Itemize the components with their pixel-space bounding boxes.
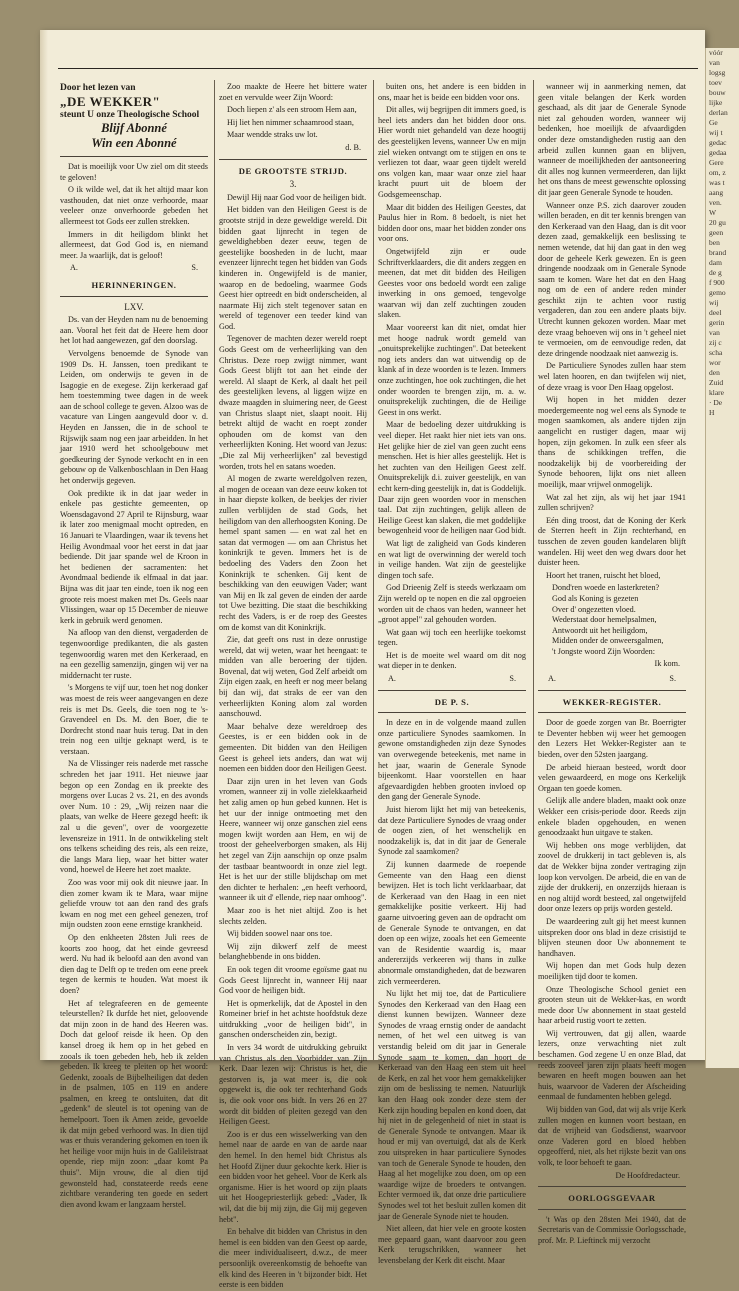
edge-text-fragment: zij c xyxy=(709,338,722,347)
edge-text-fragment: deel xyxy=(709,308,722,317)
section-title-grootste-strijd: DE GROOTSTE STRIJD. xyxy=(238,165,348,176)
paragraph: Doch liepen z' als een stroom Hem aan, xyxy=(227,105,357,115)
section-title-herinneringen: HERINNERINGEN. xyxy=(91,279,177,290)
paragraph: Op den enkheeten 28sten Juli rees de koorts zoo hoog, dat het einde gevreesd werd. Nu had ik beloofd aan den avond van dien dag te Delft op te treden om eene preek tegen de kermis te houden. Wat moest ik doen? xyxy=(60,932,208,995)
section-number: LXV. xyxy=(124,301,144,312)
column-divider xyxy=(533,80,534,1060)
paragraph: 't Was op den 28sten Mei 1940, dat de Secretaris van de Commissie Oorlogsschade, prof. Mr. P. Lieftinck mij verzocht xyxy=(538,1214,686,1245)
divider xyxy=(219,159,367,160)
section-title-wekker-register: WEKKER-REGISTER. xyxy=(562,696,662,707)
edge-text-fragment: wij t xyxy=(709,128,723,137)
paragraph: En ook tegen dit vroome egoïsme gaat nu Gods Geest lijnrecht in, wanneer Hij naar God voor de heiligen bidt. xyxy=(219,964,367,996)
edge-text-fragment: lijke xyxy=(709,98,723,107)
article-body xyxy=(378,82,526,672)
edge-text-fragment: wor xyxy=(709,358,721,367)
paragraph: Wij vertrouwen, dat gij allen, waarde lezers, onze verwachting niet zult beschamen. God zegene U en onze Blad, dat reeds zooveel jaren zijn plaats heeft mogen bewaren en heeft mogen bouwen aan het huis, waarvoor de Vaderen der Afscheiding eenmaal de fundamenten hebben gelegd. xyxy=(538,1028,686,1102)
paragraph: Maar de bedoeling dezer uitdrukking is veel dieper. Het raakt hier niet iets van ons. Het gelijke hier de ziel van geen zucht eens menschen. Het is hier alles geestelijk. Het is het zuchten van den Heiligen Geest zelf. Onuitsprekelijk d.i. zuiver geestelijk, en van echt kern-ding geestelijk in, dat is Goddelijk. Daar zijn geen woorden voor in menschen taal. Dat zijn zuchtingen, gelijk alleen de Heilige Geest kan slaken, die met goddelijke bewogenheid voor de heiligen naar God bidt. xyxy=(378,420,527,536)
paragraph: Na afloop van den dienst, vergaderden de tegenwoordige predikanten, die als gasten tegenwoordig waren met den Kerkeraad, en na een gezellig samenzijn, gingen wij ver na middernacht ter ruste. xyxy=(60,628,208,680)
divider xyxy=(378,690,526,691)
article-body xyxy=(60,315,208,1210)
paragraph: De Particuliere Synodes zullen haar stem wel laten hooren, en dan twijfelen wij niet, of deze vraag is voor Den Haag opgelost. xyxy=(538,361,686,392)
paragraph: Dewijl Hij naar God voor de heiligen bidt. xyxy=(227,192,367,202)
paragraph: Maar wendde straks uw lot. xyxy=(227,130,318,140)
edge-text-fragment: ben xyxy=(709,238,720,247)
edge-text-fragment: van xyxy=(709,328,720,337)
paragraph: Dit alles, wij begrijpen dit immers goed, is heel iets anders dan het bidden door ons. Hier wordt niet gehandeld van deze hoogtij des geestelijken levens, wanneer Uw en mijn ziel wieken ontvangt om te stijgen en ons te verliezen tot daar, waar geen tijdelt wereld ons volgen kan, maar waar onze ziel haar kracht puurt uit de bloem der Godsgemeenschap. xyxy=(378,105,526,199)
divider xyxy=(538,712,686,713)
poem xyxy=(538,583,686,657)
paragraph: Niet alleen, dat hier vele en groote kosten mee gepaard gaan, want daarvoor zou geen Kerk terugschrikken, wanneer het levensbelang der Kerk dit eischt. Maar xyxy=(378,1224,526,1265)
paragraph: Gelijk alle andere bladen, maakt ook onze Wekker een crisis-periode door. Reeds zijn enkele bladen opgehouden, en wenen genoodzaakt hun uitgave te staken. xyxy=(538,796,686,838)
paragraph: God Drieenig Zelf is steeds werkzaam om Zijn wereld op te nopen en die zal opgroeien worden uit de chaos van heden, wanneer het „groot appel" zal gehouden worden. xyxy=(378,583,526,625)
edge-text-fragment: brand xyxy=(709,248,727,257)
paragraph: Wanneer onze P.S. zich daarover zouden willen beraden, en dit ter kennis brengen van den Kerkeraad van den Haag, dan is dit voor dezen zaad, gemakkelijk een beslissing te nemen wetende, dat hij dan gaat in den weg door de geheele Kerk gewezen. En is geen dringende noodzaak om in Generale Synode saam te komen. Ware het dat en den Haag nog om de een of andere reden minder geschikt zijn te achten voor rustig vergaderen, dan zou een andere plaats bijv. Utrecht kunnen gekozen worden. Maar met deze vraag behoeven wij ons in 't geheel niet te vermoeien, om de eenvoudige reden, dat deze dringende noodzaak niet aanwezig is. xyxy=(538,200,686,358)
paragraph: wanneer wij in aanmerking nemen, dat geen vitale belangen der Kerk worden geschaad, als dit jaar de Generale Synode niet zal gehouden worden, wanneer wij bedenken, hoe moeilijk de afvaardigden onder deze omstandigheden rustig aan den arbeid zullen kunnen gaan en blijven, wanneer de moeilijkheden der aantsoneering dit alles nog kunnen vermeerderen, dan lijkt het ons thans de meest gewenschte oplossing dit jaar geen Generale Synode te houden. xyxy=(538,82,686,197)
paragraph: Het af telegrafeeren en de gemeente teleurstellen? Ik durfde het niet, geloovende dat mijn zoon in de hand des Heeren was. Doch dat geloof reisde ik heen. Op den kansel droeg ik hem op in het gebed en zooals ik toen gebeden heb, heb ik zelden gebeden. Ik kreeg te pleiten op het woord: Gedenkt, zooals de Bijbelheiligen dat deden in de psalmen, 105 en 119 en andere psalmen, en kreeg te ontsluiten, dat dit „gedenk" de sleutel is tot opening van de hemelpoort. Toen ik Amen zeide, gevoelde ik dat mijn gebed verhoord was. In dien tijd was er thuis verandering gekomen en toen ik het heilige voor mijn huis in de Galileïstraat opende, riep mijn zoon: „daar komt Pa thuis". Mijn vrouw, die al dien tijd gewonsteld had, constateerde reeds eene zichtbare verandering ten goede en sedert dien avond kwam er langzaam herstel. xyxy=(60,998,208,1209)
signature-left: A. xyxy=(388,674,396,684)
divider xyxy=(60,156,208,157)
poem-line: Antwoordt uit het heiligdom, xyxy=(552,625,648,635)
paragraph: Tegenover de machten dezer wereld roept Gods Geest om de verheerlijking van den Christus. Deze roep zwijgt nimmer, want Gods Geest blijft tot aan het einde der wereld. Al slaapt de Kerk, al daalt het peil des geestelijken levens, al liggen wijze en dwaze maagden in sluimering neer, de Geest van Christus slaapt niet, slaapt nooit. Hij betrekt altijd de wacht en roept zonder ophouden om de komst van den verheerlijkten Koning. Het woord van Jezus: „Die zal Mij verheerlijken" zal bevestigd worden, trots hel en satans woeden. xyxy=(219,334,367,471)
divider xyxy=(538,1209,686,1210)
edge-text-fragment: derlan xyxy=(709,108,728,117)
column-4 xyxy=(538,82,686,1245)
edge-text-fragment: · De xyxy=(709,398,723,407)
edge-text-fragment: de g xyxy=(709,268,722,277)
column-3 xyxy=(378,82,527,1265)
paragraph: Maar zoo is het niet altijd. Zoo is het slechts zelden. xyxy=(219,905,367,926)
edge-text-fragment: om, z xyxy=(709,168,726,177)
paragraph: Zoo is er dus een wisselwerking van den hemel naar de aarde en van de aarde naar den hemel. In den hemel bidt Christus als het Hoofd Zijner duur gekochte kerk. Hier is een bidden voor het geheel. Voor de Kerk als organisme. Hier is het woord op zijn plaats uit het Hoogepriesterlijk gebed: „Vader, Ik wil, dat die bij mij zijn, die Gij mij gegeven hebt". xyxy=(219,1129,367,1224)
poem-line: Over d' ongezetten vloed. xyxy=(552,604,636,614)
article-body xyxy=(538,82,686,581)
article-body xyxy=(378,718,526,1266)
edge-text-fragment: vóór xyxy=(709,48,723,57)
paragraph: Ds. van der Heyden nam nu de benoeming aan. Vooral het feit dat de Heere hem door het lot had aangewezen, gaf den doorslag. xyxy=(60,315,208,346)
column-2 xyxy=(219,82,367,1290)
edge-text-fragment: W xyxy=(709,208,717,217)
paragraph: De arbeid hieraan besteed, wordt door velen gewaardeerd, en moge ons Kerkelijk Orgaan ten goede komen. xyxy=(538,762,686,793)
paragraph: Juist hierom lijkt het mij van beteekenis, dat deze Particuliere Synodes de vraag onder de oogen zien, of het wenschelijk en noodzakelijk is, dat in dit jaar de Generale Synode zal saamkomen? xyxy=(378,805,526,857)
edge-text-fragment: Ge xyxy=(709,118,718,127)
poem-line: 't Jongste woord Zijn Woorden: xyxy=(552,646,655,656)
paragraph: Zoo maakte de Heere het bittere water zoet en vervulde weer Zijn Woord: xyxy=(219,82,367,102)
edge-text-fragment: bouw xyxy=(709,88,726,97)
poem-line: God als Koning is gezeten xyxy=(552,593,639,603)
paragraph: Ook predikte ik in dat jaar weder in enkele pas gestichte gemeenten, op Woensdagavond 27 April te Rijnsburg, waar ik later zoo menigmaal mocht optreden, en 16 Januari te Vlaardingen, waar ik tevens het Heilig Avondmaal voor het eerst in dat jaar bediende. Dit jaar spande wel de Kroon in het bedienen der sacramenten: het Avondmaal bediende ik elfmaal in dat jaar. Bijna was dit jaar ten einde, toen ik nog een groote reis moest maken met Ds. Geels naar Vlissingen, waar op 15 December de nieuwe kerk in gebruik werd genomen. xyxy=(60,488,208,625)
column-divider xyxy=(373,80,374,1060)
poem-line: Wederstaat door hemelpsalmen, xyxy=(552,615,657,625)
paragraph: Ongetwijfeld zijn er oude Schriftverklaarders, die dit anders zeggen en meenen, dat met dit bidden des Heiligen Geestes voor ons bedoeld wordt een zalige inwerking in ons gemoed, tengevolge waarvan wij dan zelf zuchtingen zouden slaken. xyxy=(378,246,526,320)
paragraph: Het is opmerkelijk, dat de Apostel in den Romeiner brief in het achtste hoofdstuk deze uitdrukking „voor de heiligen bidt", in ganschen onderscheiden zin, bezigt. xyxy=(219,998,367,1040)
paragraph: Wij zijn dikwerf zelf de meest belanghebbende in ons bidden. xyxy=(219,941,367,962)
divider xyxy=(60,296,208,297)
edge-text-fragment: geen xyxy=(709,228,724,237)
next-page-edge xyxy=(705,48,739,1068)
paragraph: Wij hopen in het midden dezer moedergemeente nog wel eens als Synode te mogen saamkomen, als andere tijden zijn aangelicht en rustiger dagen, maar wij hopen, zijn gekomen. In zulk een sfeer als thans de schikkingen treffen, die noodzakelijk bij de voorbereiding der Synode behooren, lijkt ons niet alleen moeilijk, maar vrijwel onmogelijk. xyxy=(538,395,686,489)
edge-text-fragment: f 900 xyxy=(709,278,725,287)
paragraph: Hij liet hen nimmer schaamrood staan, xyxy=(227,117,354,127)
paragraph: Het bidden van den Heiligen Geest is de grootste strijd in deze geweldige wereld. Dit bidden gaat lijnrecht in tegen de geweldighebben dezer eeuw, tegen de geestelijke boosheden in de lucht, maar evenzeer lijnrecht tegen het bidden van Gods kinderen in. Ongewijfeld is de manier, waarop en de bedoeling, waarmee Gods Geest hier optreedt en bidt onderscheiden, al naarmate Hij zich stelt tegenover satan en wereld of tegenover een teeder kind van God. xyxy=(219,205,367,331)
divider xyxy=(538,690,686,691)
edge-text-fragment: Zuid xyxy=(709,378,724,387)
paragraph: Wij bidden soowel naar ons toe. xyxy=(227,929,333,939)
paragraph: Immers in dit heiligdom blinkt het allermeest, dat God God is, en niemand meer. Ja waarlijk, dat is geloof! xyxy=(60,229,208,260)
signature-right: S. xyxy=(669,674,676,684)
editor-signature: De Hoofdredacteur. xyxy=(615,1170,680,1180)
paragraph: Hoort het tranen, ruischt het bloed, xyxy=(546,570,661,580)
paragraph: Nu lijkt het mij toe, dat de Particuliere Synodes den Kerkeraad van den Haag een dienst kunnen bewijzen. Wanneer deze Synodes de vraag ernstig onder de aandacht nemen, of het wel een uitweg is van verstandig beleid om dit jaar in Generale Synode saam te komen, dan hoort de Kerkeraad van den Haag een stem uit heel de Kerk, en zal het voor hem gemakkelijker zijn om de beslissing te nemen. Natuurlijk kan den Haag ook zonder deze stem der Kerk zijn houding bepalen en kond doen, dat hij niet in de gelegenheid of niet in staat is de Generale Synode te ontvangen. Maar ik houd er mij van overtuigd, dat als de Kerk zou uitspreken in haar particuliere Synodes van toch de Generale Synode te houden, den Haag al het mogelijke zou doen, om op een waardige wijze de broeders te ontvangen. Echter vermoed ik, dat onze drie particuliere Synodes wel tot het besluit zullen komen dit jaar de Generale Synode niet te houden. xyxy=(378,989,526,1221)
edge-text-fragment: 20 gu xyxy=(709,218,726,227)
paragraph: In vers 34 wordt de uitdrukking gebruikt van Christus als den Voorbidder van Zijn Kerk. Daar lezen wij: Christus is het, die gestorven is, ja wat meer is, die ook opgewekt is, die ook ter rechterhand Gods is, die ook voor ons bidt. In vers 26 en 27 wordt dit bidden of pleiten gezegd van den Heiligen Geest. xyxy=(219,1043,367,1127)
edge-text-fragment: klare xyxy=(709,388,724,397)
edge-text-fragment: gemo xyxy=(709,288,726,297)
poem-line: Dond'ren woede en lasterkreten? xyxy=(552,583,660,593)
paragraph: Dat is moeilijk voor Uw ziel om dit steeds te geloven! xyxy=(60,162,208,182)
article-body xyxy=(219,193,367,1291)
edge-text-fragment: was t xyxy=(709,178,725,187)
paragraph: Zie, dat geeft ons rust in deze onrustige wereld, dat wij weten, waar het heengaat: te midden van alle beroering der tijden. Bovenal, dat wij weten, God Zelf arbeidt om Zijn eigen zaak, en heeft er nog meer belang bij dan wij, dat straks de eer van den verheerlijkten Koning alom zal worden aanschouwd. xyxy=(219,635,367,719)
paragraph: Zij kunnen daarmede de roepende Gemeente van den Haag een dienst bewijzen. Het is toch licht verklaarbaar, dat de Kerkeraad van den Haag in een niet gemakkelijke positie verkeert. Hij had gaarne uitvoering geven aan de opdracht om de Generale Synode te ontvangen, en dat doen op een wijze, zooals het een Gemeente van de Residentie waardig is, maar andererzijds verkeeren wij thans in zulke abnormale omstandigheden, dat de bezwaren zich vermeerderen. xyxy=(378,859,526,986)
paragraph: Daar zijn uren in het leven van Gods vromen, wanneer zij in volle zielekkaarheid het zalig amen op hun gebed kunnen. Het is het uur der innige ontmoeting met den Heere, wanneer wij onze ganschen ziel eens mogen kwijt worden aan Hem, en wij de troost der geheelverborgen smaken, als Hij het zegel van Zijn aanschijn op onze psalm der tastbaar beantwoordt in onze ziel legt. Het is het uur der stille blijdschap om met den dichter te herhalen: „en heeft verhoord, wanneer ik uit d' ellende, riep naar omhoog". xyxy=(219,776,367,903)
edge-text-fragment: den xyxy=(709,368,720,377)
signature xyxy=(378,674,526,685)
column-divider xyxy=(214,80,215,1060)
paragraph: Eén ding troost, dat de Koning der Kerk de Sterren heeft in Zijn rechterhand, en tusschen de zeven gouden kandelaren blijft wandelen. Hij weet den weg dwars door het duister heen. xyxy=(538,515,686,568)
signature xyxy=(60,263,208,274)
edge-text-fragment: dam xyxy=(709,258,722,267)
edge-text-fragment: logsg xyxy=(709,68,726,77)
poem-line: Midden onder de onweersgalmen, xyxy=(552,636,664,646)
edge-text-fragment: scha xyxy=(709,348,723,357)
paragraph: Wat gaan wij toch een heerlijke toekomst tegen. xyxy=(378,627,526,648)
intro-text xyxy=(219,82,367,141)
poem-end: Ik kom. xyxy=(654,659,680,669)
paragraph: Door de goede zorgen van Br. Boerrigter te Deventer hebben wij weer het gemoogen den Lezers Het Wekker-Register aan te bieden, over den 52sten jaargang. xyxy=(538,718,686,760)
paragraph: In deze en in de volgende maand zullen onze particuliere Synodes saamkomen. In gewone omstandigheden zijn deze Synodes van overwegende beteekenis, met name in het jaar, waarin de Generale Synode bijeenkomt. Haar voorstellen en haar afgevaardigden hebben grooten invloed op den gang der Generale Synode. xyxy=(378,718,526,802)
paragraph: Wij bidden van God, dat wij als vrije Kerk zullen mogen en kunnen voort bestaan, en dat de vrijheid van Godsdienst, waarvoor onze Vaderen gord en bloed hebben opgeofferd, niet, als het rijkste bezit van ons volk, te loor behoeft te gaan. xyxy=(538,1105,686,1167)
paragraph: Zoo was voor mij ook dit nieuwe jaar. In dien zomer kwam ik te Mara, waar mijne geliefde vrouw tot aan den rand des grafs kwam en nog met een geheel genezen, trof mijn oudsten zoon eene ernstige krankheid. xyxy=(60,878,208,930)
promo-title: „DE WEKKER" xyxy=(60,94,161,109)
edge-text-fragment: toev xyxy=(709,78,722,87)
paragraph: En behalve dit bidden van Christus in den hemel is een bidden van den Geest op aarde, die meer individualiseert, d.w.z., de meer persoonlijk overeenkomstig de behoefte van elk kind des Heeren in 't bijzonder bidt. Het eerste is een bidden xyxy=(219,1227,367,1290)
paragraph: O ik wilde wel, dat ik het altijd maar kon vasthouden, dat niet onze verhoorde, maar veeleer onze onverhoorde gebeden het allermeest tot Gods eer zullen strekken. xyxy=(60,185,208,226)
edge-text-fragment: wij xyxy=(709,298,719,307)
signature-left: A. xyxy=(548,674,556,684)
edge-text-fragment: aang xyxy=(709,188,724,197)
promo-lead: Door het lezen van xyxy=(60,83,136,93)
edge-text-fragment: ven. xyxy=(709,198,722,207)
paragraph: Na de Vlissinger reis naderde met rassche schreden het jaar 1911. Het nieuwe jaar begon op een Zondag en ik preekte des morgens over Lucas 2 vs. 21, en des avonds over Num. 10 : 29, „Wij reizen naar die plaats, van welke de Heere gezegd heeft: ik zal u die geven", over de voorgezette levensreize in 1911. In de ontwikkeling stelt ons telkens scheiding des reis, als een reize, die langs Mara liep, waar het bitter water vond, hoewel de Heere het zoet maakte. xyxy=(60,759,208,875)
section-number: 3. xyxy=(289,179,297,190)
edge-text-fragment: gedaa xyxy=(709,148,727,157)
paragraph: Wij hebben ons moge verblijden, dat zoovel de drukkerij in tact gebleven is, als dat de Wekker bijna zonder vertraging zijn loop kon vervolgen. De arbeid, die en van de zijde der drukkerij, en onzerzijds hieraan is en nog altijd wordt besteed, zal ongetwijfeld door onze lezers op prijs worden gesteld. xyxy=(538,840,686,914)
paragraph: De waardeering zult gij het meest kunnen uitspreken door ons blad in deze crisistijd te blijven steunen door Uw abonnement te handhaven. xyxy=(538,916,686,958)
paragraph: Wat ligt de zaligheid van Gods kinderen en wat ligt de overwinning der wereld toch in veilige handen. Wat zijn de geestelijke dingen toch safe. xyxy=(378,538,526,580)
signature: d. B. xyxy=(345,142,361,152)
paragraph: Wat zal het zijn, als wij het jaar 1941 zullen schrijven? xyxy=(538,492,686,513)
edge-text-fragment: gerin xyxy=(709,318,725,327)
section-title-oorlogsgevaar: OORLOGSGEVAAR xyxy=(568,1193,656,1204)
promo-blijf: Blijf Abonné xyxy=(101,121,167,135)
signature-right: S. xyxy=(191,263,198,273)
article-body xyxy=(538,718,686,1168)
divider xyxy=(378,712,526,713)
paragraph: Al mogen de zwarte wereldgolven rezen, al mogen de oceaan van deze eeuw koken tot in haar diepste kolken, de beekjes der rivier zullen verblijden de stad Gods, het heiligdom van den allerhoogsten Koning. De hemel spant samen — en wat zal het en satan dat vermogen — om aan Christus het koninkrijk te geven. Immers het is de bedoeling des Vaders den Zoon het Koninkrijk te schenken. Gij kent de beschikking van den eeuwigen Vader; want van Mij en Ik zal geven de einden der aarde tot Uwe bezitting. Die staat die beschikking recht des Vaders, is er de roep des Geestes om de komst van dit Koninkrijk. xyxy=(219,474,367,632)
paragraph: Wij hopen dan met Gods hulp dezen moeilijken tijd door te komen. xyxy=(538,961,686,981)
edge-text-fragment: Gere xyxy=(709,158,724,167)
signature xyxy=(538,674,686,685)
intro-text xyxy=(60,162,208,261)
section-title-ps: DE P. S. xyxy=(434,696,470,707)
column-1 xyxy=(60,82,209,1209)
edge-text-fragment: van xyxy=(709,58,720,67)
paragraph: Maar vooreerst kan dit niet, omdat hier met hooge nadruk wordt gemeld van „onuitsprekelijke zuchtingen". Dat beteekent nog iets anders dan wat uitwendig op de klank af in deze woorden is te lezen. Immers onze zuchtingen, hoe ook zuchtingen, die het onder woorden te brengen zijn, m. a. w. onuitsprekelijk zuchtingen, die de Heilige Geest in ons werkt. xyxy=(378,323,526,417)
paragraph: buiten ons, het andere is een bidden in ons, maar het is beide een bidden voor ons. xyxy=(378,82,526,102)
signature-left: A. xyxy=(70,263,78,273)
paragraph: Het is de moeite wel waard om dit nog wat dieper in te denken. xyxy=(378,650,526,671)
paragraph: Maar dit bidden des Heiligen Geestes, dat Paulus hier in Rom. 8 bedoelt, is niet het bidden door ons, maar het bidden zonder ons voor ons. xyxy=(378,202,526,244)
promo-subtitle: steunt U onze Theologische School xyxy=(60,110,200,120)
edge-text-fragment: H xyxy=(709,408,715,417)
top-rule xyxy=(58,68,698,69)
paragraph: Onze Theologische School geniet een grooten steun uit de Wekker-kas, en wordt mede door Uw abonnement in staat gesteld haar arbeid rustig voort te zetten. xyxy=(538,984,686,1026)
divider xyxy=(538,1186,686,1187)
signature-right: S. xyxy=(509,674,516,684)
paragraph: Vervolgens benoemde de Synode van 1909 Ds. H. Janssen, toen predikant te Leiden, om onderwijs te geven in de Isagogie en de exegese. Zijn kerkeraad gaf hem toestemming twee dagen in de week aan de school college te geven. Alzoo was de vacature van Lingen aangevuld door v. d. Heyden en Janssen, die in de school te Rijswijk saam nog een jaar arbeidden. In het jaar 1910 werd het schoolgebouw met goedkeuring der Synode verkocht en in een gebouw op de Valkenboschlaan in Den Haag het onderwijs gegeven. xyxy=(60,348,209,486)
paragraph: Maar behalve deze wereldroep des Geestes, is er een bidden ook in de gemeenten. Dit bidden van den Heiligen Geest is geheel iets anders, dan wat wij noemen een bidden door den Heiligen Geest. xyxy=(219,721,367,774)
promo-win: Win een Abonné xyxy=(91,136,177,150)
paragraph: 's Morgens te vijf uur, toen het nog donker was moest de reis weer aangevangen en deze reis is met Ds. Geels, die toen nog te 's-Gravendeel en Ds. M. den Boer, die te Dordrecht stond naar huis terug. Dat in den trein nog een uiltje geknapt werd, is te verstaan. xyxy=(60,683,208,756)
edge-text-fragment: gedac xyxy=(709,138,727,147)
